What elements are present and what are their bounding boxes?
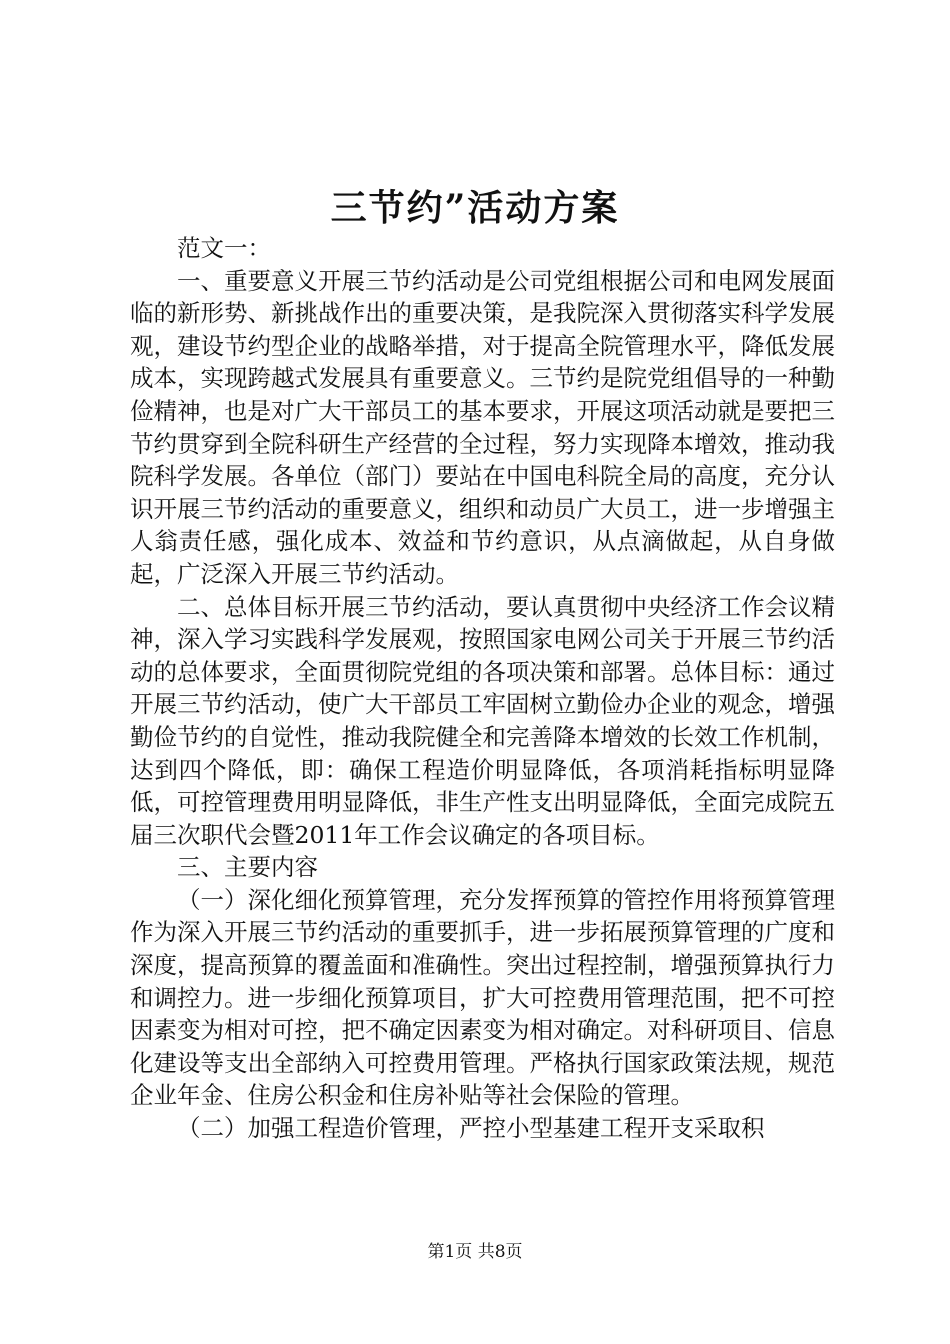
document-title: 三节约”活动方案: [330, 187, 620, 229]
paragraph-main-content-heading: 三、主要内容: [177, 853, 318, 882]
paragraph-overall-goal: 二、总体目标开展三节约活动，要认真贯彻中央经济工作会议精神，深入学习实践科学发展观，按照国家电网公司关于开展三节约活动的总体要求，全面贯彻院党组的各项决策和部署。总体目标：通过开展三节约活动，使广大干部员工牢固树立勤俭办企业的观念，增强勤俭节约的自觉性，推动我院健全和完善降本增效的长效工作机制，达到四个降低，即：确保工程造价明显降低，各项消耗指标明显降低，可控管理费用明显降低，非生产性支出明显降低，全面完成院五届三次职代会暨2011年工作会议确定的各项目标。: [130, 592, 835, 849]
paragraph-cost-management: （二）加强工程造价管理，严控小型基建工程开支采取积: [177, 1114, 765, 1143]
paragraph-significance: 一、重要意义开展三节约活动是公司党组根据公司和电网发展面临的新形势、新挑战作出的重要决策，是我院深入贯彻落实科学发展观，建设节约型企业的战略举措，对于提高全院管理水平，降低发展成本，实现跨越式发展具有重要意义。三节约是院党组倡导的一种勤俭精神，也是对广大干部员工的基本要求，开展这项活动就是要把三节约贯穿到全院科研生产经营的全过程，努力实现降本增效，推动我院科学发展。各单位（部门）要站在中国电科院全局的高度，充分认识开展三节约活动的重要意义，组织和动员广大员工，进一步增强主人翁责任感，强化成本、效益和节约意识，从点滴做起，从自身做起，广泛深入开展三节约活动。: [130, 266, 835, 588]
page-footer: 第1页 共8页: [427, 1242, 523, 1262]
document-body: [130, 232, 835, 1145]
paragraph-budget-management: （一）深化细化预算管理，充分发挥预算的管控作用将预算管理作为深入开展三节约活动的重要抓手，进一步拓展预算管理的广度和深度，提高预算的覆盖面和准确性。突出过程控制，增强预算执行力和调控力。进一步细化预算项目，扩大可控费用管理范围，把不可控因素变为相对可控，把不确定因素变为相对确定。对科研项目、信息化建设等支出全部纳入可控费用管理。严格执行国家政策法规，规范企业年金、住房公积金和住房补贴等社会保险的管理。: [130, 885, 835, 1110]
paragraph-intro: 范文一：: [177, 234, 271, 262]
